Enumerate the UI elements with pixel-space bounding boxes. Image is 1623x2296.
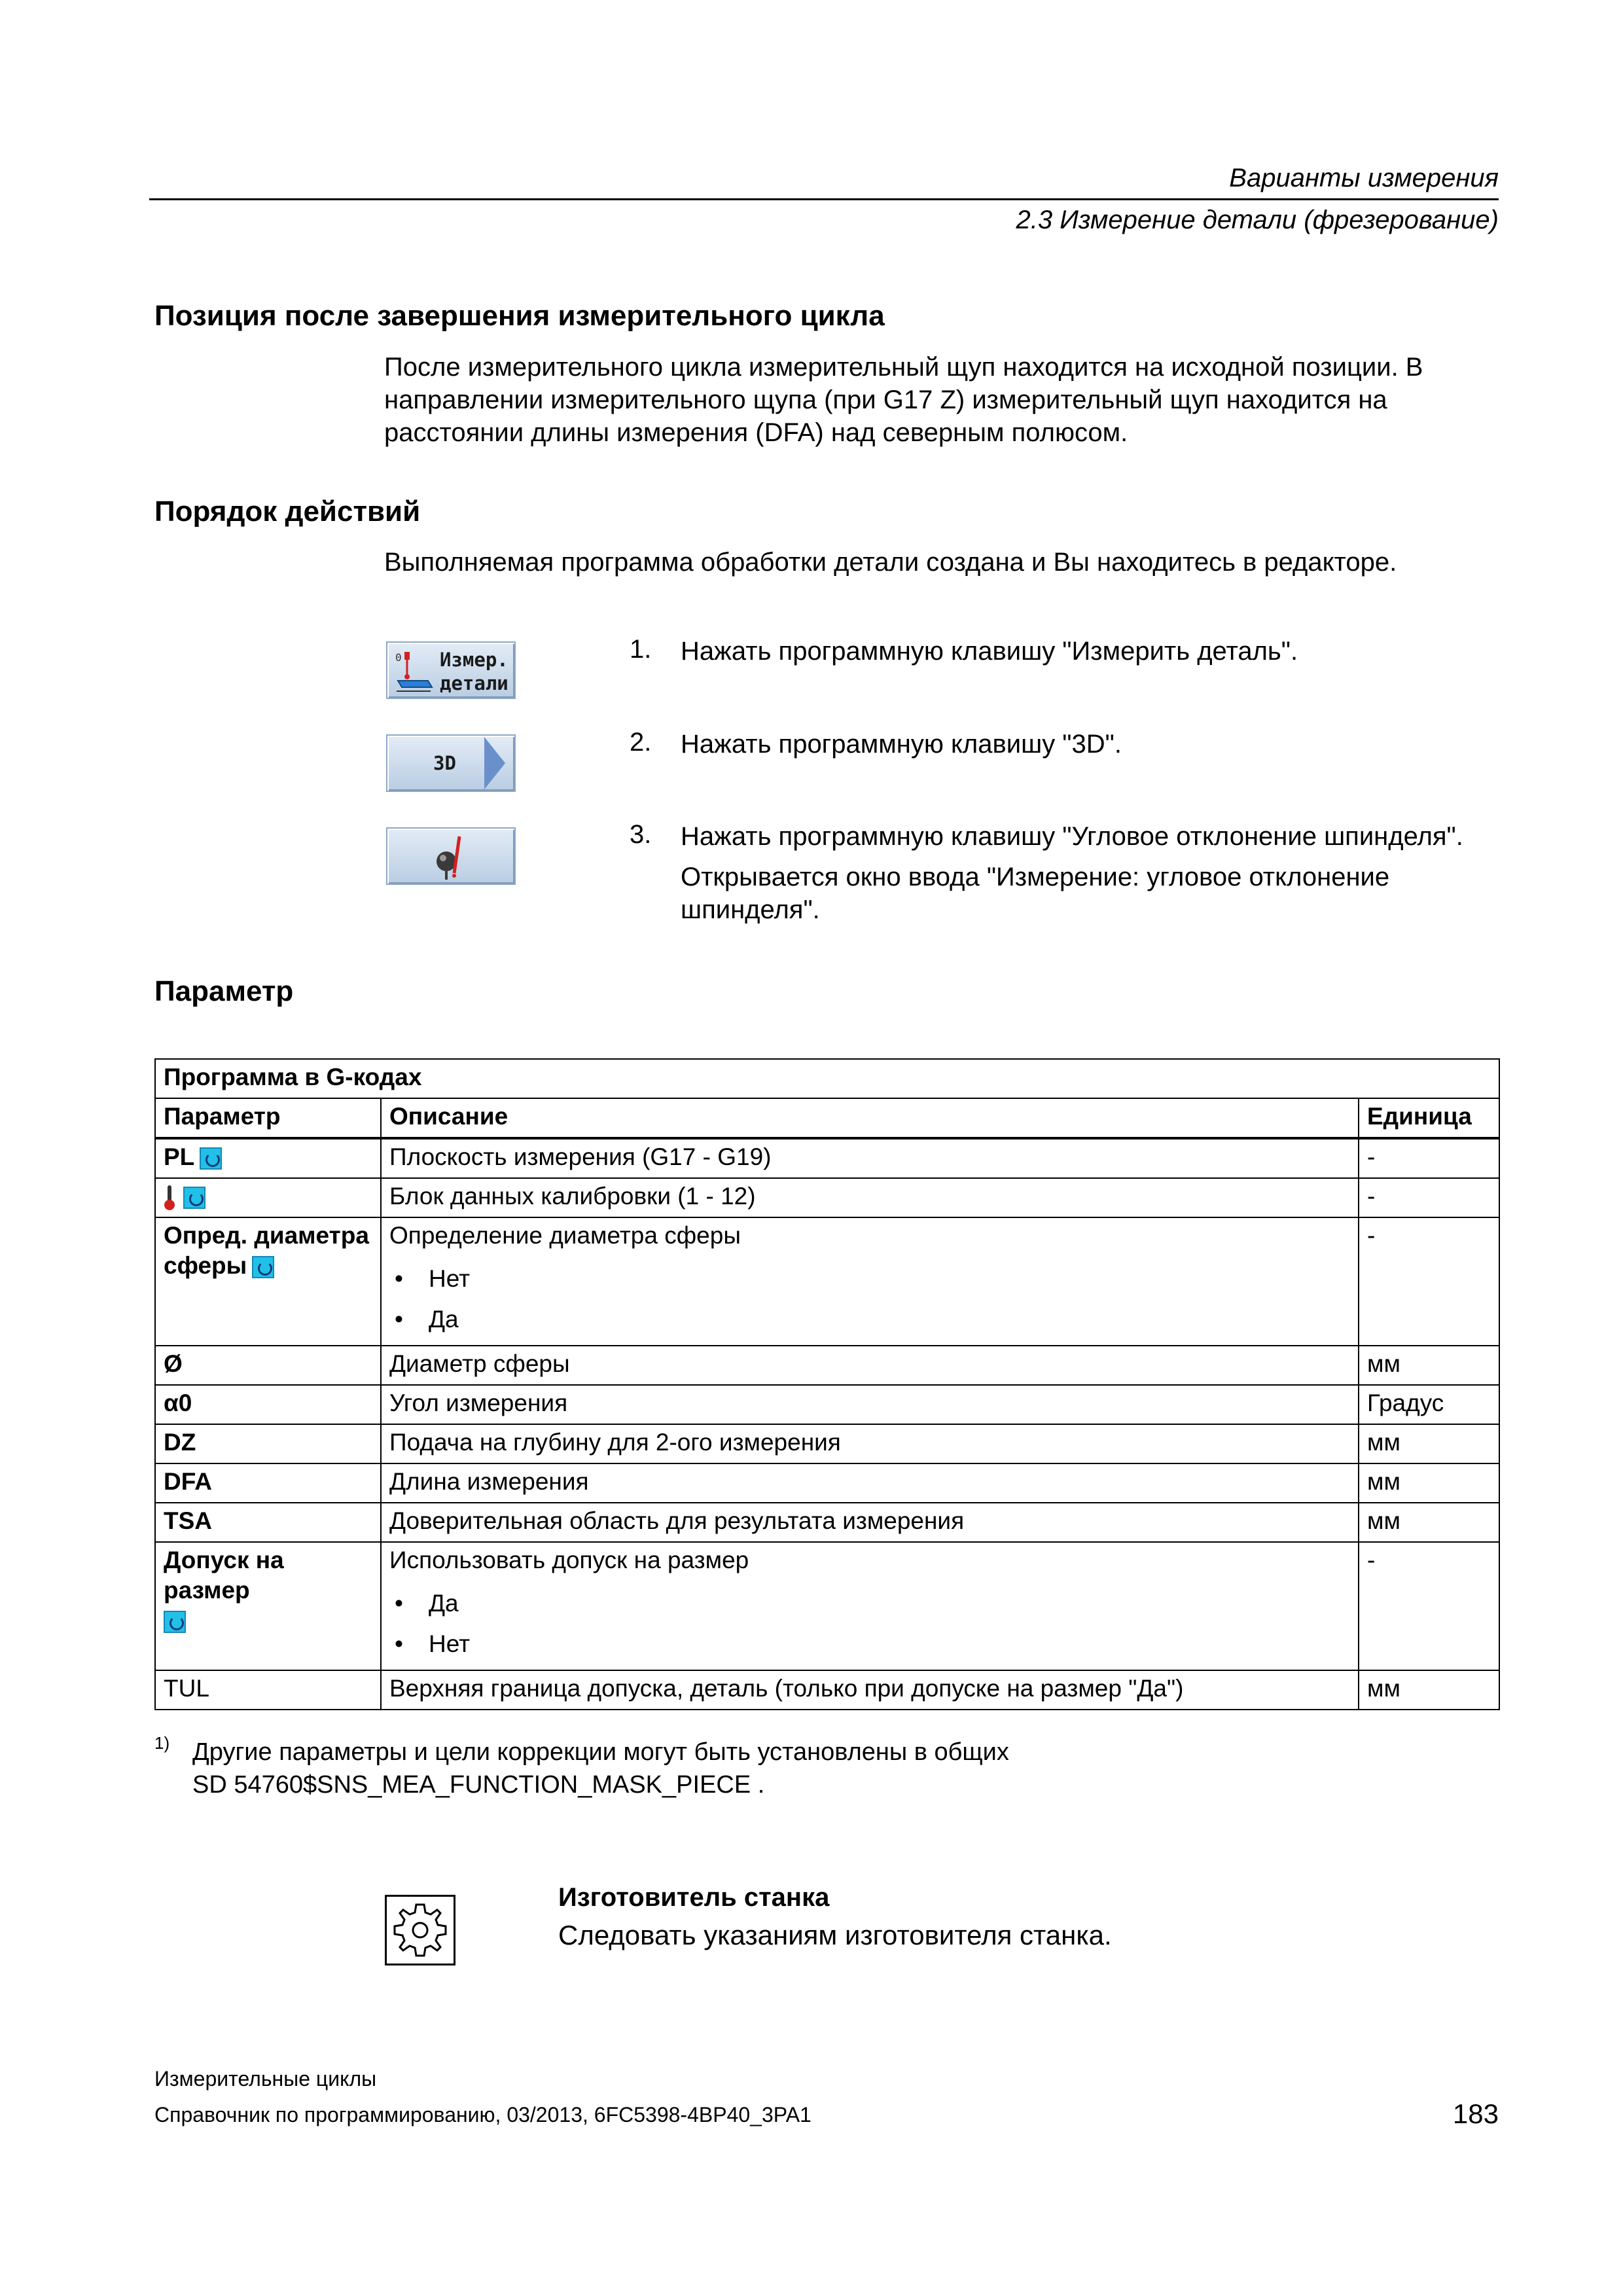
gear-icon <box>387 1897 454 1964</box>
desc-cell <box>381 1217 1359 1346</box>
table-header-row <box>155 1098 1499 1138</box>
step-3-line-3: шпинделя". <box>681 895 820 924</box>
param-name-line-2: сферы <box>164 1252 247 1279</box>
heading-procedure: Порядок действий <box>154 495 421 528</box>
desc-cell: Доверительная область для результата измерения <box>381 1503 1359 1542</box>
step-2-number: 2. <box>630 728 652 757</box>
param-cell: TUL <box>155 1670 381 1710</box>
desc-cell: Диаметр сферы <box>381 1346 1359 1385</box>
step-1-number: 1. <box>630 635 652 664</box>
param-cell <box>155 1217 381 1346</box>
step-3-number: 3. <box>630 820 652 849</box>
param-cell: TSA <box>155 1503 381 1542</box>
desc-cell: Плоскость измерения (G17 - G19) <box>381 1138 1359 1178</box>
position-line-3: расстоянии длины измерения (DFA) над северным полюсом. <box>384 418 1128 447</box>
measure-softkey-line-1: Измер. <box>440 649 508 671</box>
arrow-right-icon <box>484 737 505 789</box>
param-name: PL <box>164 1143 195 1170</box>
option-item: • Нет <box>389 1624 1350 1664</box>
param-cell: DFA <box>155 1463 381 1503</box>
table-row <box>155 1138 1499 1178</box>
table-row <box>155 1463 1499 1503</box>
table-row <box>155 1385 1499 1424</box>
table-row <box>155 1670 1499 1710</box>
footnote-text <box>192 1736 1009 1801</box>
table-row <box>155 1346 1499 1385</box>
desc-cell: Угол измерения <box>381 1385 1359 1424</box>
manufacturer-title: Изготовитель станка <box>558 1883 830 1912</box>
position-text <box>384 351 1423 449</box>
calibration-icon <box>164 1185 175 1210</box>
unit-cell: мм <box>1359 1346 1499 1385</box>
col-header-desc: Описание <box>381 1098 1359 1138</box>
desc-cell: Длина измерения <box>381 1463 1359 1503</box>
table-row <box>155 1424 1499 1463</box>
table-row <box>155 1503 1499 1542</box>
header-rule <box>149 198 1499 200</box>
header-chapter: Варианты измерения <box>1229 164 1499 192</box>
measure-softkey-line-2: детали <box>440 672 508 694</box>
table-row <box>155 1217 1499 1346</box>
table-row <box>155 1178 1499 1217</box>
param-cell <box>155 1542 381 1670</box>
toggle-icon <box>200 1147 222 1170</box>
procedure-intro: Выполняемая программа обработки детали создана и Вы находитесь в редакторе. <box>384 548 1397 577</box>
measure-workpiece-softkey[interactable] <box>386 641 516 699</box>
param-cell: Ø <box>155 1346 381 1385</box>
three-d-softkey-label: 3D <box>433 752 456 774</box>
step-3-text <box>681 820 1505 926</box>
option-item: • Да <box>389 1299 1350 1340</box>
manufacturer-text: Следовать указаниям изготовителя станка. <box>558 1920 1112 1950</box>
header-section: 2.3 Измерение детали (фрезерование) <box>1016 206 1499 234</box>
footer-book: Измерительные циклы <box>154 2067 377 2090</box>
step-1-text: Нажать программную клавишу "Измерить деталь". <box>681 637 1298 666</box>
step-3-line-2: Открывается окно ввода "Измерение: угловое отклонение <box>681 863 1390 891</box>
three-d-softkey[interactable] <box>386 734 516 792</box>
unit-cell: мм <box>1359 1424 1499 1463</box>
desc-cell: Верхняя граница допуска, деталь (только при допуске на размер "Да") <box>381 1670 1359 1710</box>
desc-text: Определение диаметра сферы <box>389 1222 741 1249</box>
toggle-icon <box>164 1611 186 1633</box>
unit-cell: Градус <box>1359 1385 1499 1424</box>
toggle-icon <box>252 1256 274 1278</box>
desc-cell: Подача на глубину для 2-ого измерения <box>381 1424 1359 1463</box>
desc-cell: Блок данных калибровки (1 - 12) <box>381 1178 1359 1217</box>
param-cell: α0 <box>155 1385 381 1424</box>
param-cell <box>155 1178 381 1217</box>
heading-position: Позиция после завершения измерительного цикла <box>154 300 885 332</box>
unit-cell: мм <box>1359 1670 1499 1710</box>
unit-cell: - <box>1359 1178 1499 1217</box>
desc-text: Использовать допуск на размер <box>389 1547 749 1573</box>
option-list <box>389 1259 1350 1340</box>
page-number: 183 <box>1452 2098 1499 2129</box>
option-item: • Да <box>389 1583 1350 1624</box>
table-title-row <box>155 1059 1499 1098</box>
col-header-param: Параметр <box>155 1098 381 1138</box>
param-name-line-1: Опред. диаметра <box>164 1222 369 1249</box>
position-line-1: После измерительного цикла измерительный щуп находится на исходной позиции. В <box>384 353 1423 382</box>
manufacturer-note-box <box>385 1895 455 1965</box>
unit-cell: - <box>1359 1542 1499 1670</box>
param-cell <box>155 1138 381 1178</box>
option-item: • Нет <box>389 1259 1350 1299</box>
position-line-2: направлении измерительного щупа (при G17 Z) измерительный щуп находится на <box>384 386 1387 414</box>
unit-cell: мм <box>1359 1503 1499 1542</box>
param-name: Допуск на размер <box>164 1547 284 1604</box>
svg-text:0: 0 <box>395 651 402 664</box>
probe-workpiece-icon <box>394 648 433 695</box>
parameters-table <box>154 1058 1500 1710</box>
step-3-line-1: Нажать программную клавишу "Угловое отклонение шпинделя". <box>681 822 1463 851</box>
spindle-angle-softkey[interactable] <box>386 827 516 885</box>
unit-cell: - <box>1359 1138 1499 1178</box>
table-title: Программа в G-кодах <box>155 1059 1499 1098</box>
probe-angle-icon <box>427 831 479 882</box>
table-row <box>155 1542 1499 1670</box>
param-cell: DZ <box>155 1424 381 1463</box>
unit-cell: - <box>1359 1217 1499 1346</box>
footnote-mark: 1) <box>154 1733 170 1753</box>
toggle-icon <box>183 1187 205 1209</box>
footnote-line-1: Другие параметры и цели коррекции могут быть установлены в общих <box>192 1738 1009 1766</box>
step-2-text: Нажать программную клавишу "3D". <box>681 730 1122 759</box>
col-header-unit: Единица <box>1359 1098 1499 1138</box>
option-list <box>389 1583 1350 1664</box>
unit-cell: мм <box>1359 1463 1499 1503</box>
footer-reference: Справочник по программированию, 03/2013, 6FC5398-4BP40_3PA1 <box>154 2103 812 2126</box>
footnote-line-2: SD 54760$SNS_MEA_FUNCTION_MASK_PIECE . <box>192 1771 765 1799</box>
desc-cell <box>381 1542 1359 1670</box>
heading-parameters: Параметр <box>154 975 294 1007</box>
